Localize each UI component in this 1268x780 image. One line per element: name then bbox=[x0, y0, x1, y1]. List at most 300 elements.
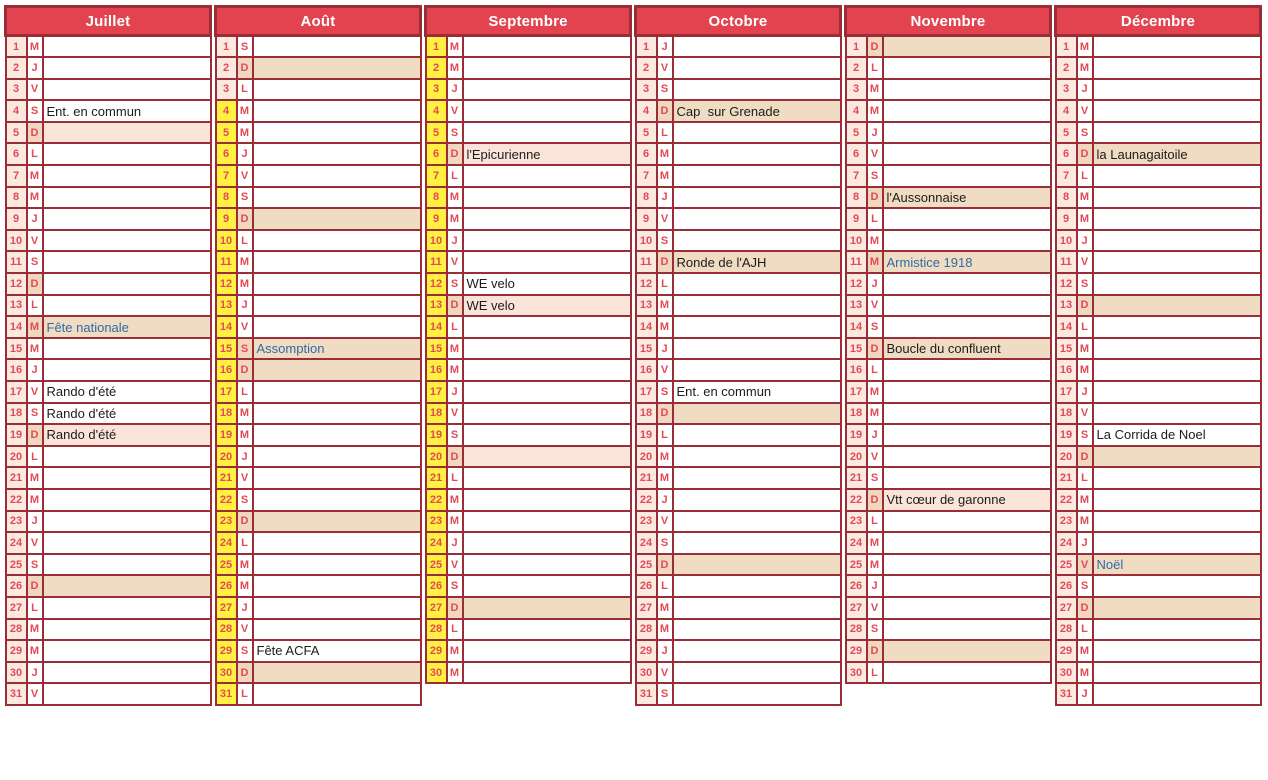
day-row bbox=[636, 359, 841, 381]
day-event-cell bbox=[463, 467, 631, 489]
day-number-cell: 7 bbox=[1056, 165, 1077, 187]
day-letter-cell: D bbox=[27, 424, 43, 446]
day-letter-cell: S bbox=[27, 251, 43, 273]
day-row bbox=[426, 359, 631, 381]
day-row bbox=[1056, 122, 1261, 144]
day-row bbox=[216, 532, 421, 554]
day-event-cell bbox=[673, 619, 841, 641]
day-letter-cell: M bbox=[27, 489, 43, 511]
day-letter-cell: M bbox=[1077, 640, 1093, 662]
day-row bbox=[216, 403, 421, 425]
day-event-cell bbox=[43, 273, 211, 295]
day-letter-cell: M bbox=[27, 36, 43, 58]
month-table-decembre bbox=[1054, 5, 1262, 706]
day-row bbox=[216, 662, 421, 684]
day-letter-cell: M bbox=[447, 640, 463, 662]
day-row bbox=[636, 597, 841, 619]
day-row bbox=[636, 424, 841, 446]
day-event-cell bbox=[1093, 165, 1261, 187]
day-letter-cell: V bbox=[657, 208, 673, 230]
day-row bbox=[846, 446, 1051, 468]
day-event-cell bbox=[253, 424, 421, 446]
day-letter-cell: V bbox=[27, 381, 43, 403]
day-row bbox=[216, 165, 421, 187]
day-number-cell: 8 bbox=[426, 187, 447, 209]
day-row bbox=[216, 100, 421, 122]
day-row bbox=[6, 295, 211, 317]
day-number-cell: 9 bbox=[636, 208, 657, 230]
day-event-cell bbox=[43, 79, 211, 101]
day-number-cell: 16 bbox=[426, 359, 447, 381]
day-letter-cell: L bbox=[1077, 316, 1093, 338]
day-row bbox=[636, 316, 841, 338]
event-label: WE velo bbox=[466, 297, 515, 313]
day-letter-cell: M bbox=[237, 424, 253, 446]
day-number-cell: 11 bbox=[636, 251, 657, 273]
day-number-cell: 7 bbox=[636, 165, 657, 187]
day-event-cell bbox=[253, 36, 421, 58]
day-number-cell: 5 bbox=[6, 122, 27, 144]
day-letter-cell: S bbox=[237, 640, 253, 662]
day-number-cell: 24 bbox=[1056, 532, 1077, 554]
day-number-cell: 14 bbox=[846, 316, 867, 338]
day-number-cell: 13 bbox=[216, 295, 237, 317]
day-row bbox=[6, 251, 211, 273]
day-row bbox=[846, 532, 1051, 554]
day-row bbox=[636, 467, 841, 489]
day-event-cell bbox=[673, 295, 841, 317]
day-event-cell bbox=[673, 316, 841, 338]
event-label: Assomption bbox=[256, 341, 325, 357]
day-event-cell bbox=[883, 467, 1051, 489]
day-number-cell: 1 bbox=[846, 36, 867, 58]
day-event-cell bbox=[1093, 100, 1261, 122]
day-letter-cell: D bbox=[867, 187, 883, 209]
event-label: Ent. en commun bbox=[676, 384, 772, 400]
day-number-cell: 22 bbox=[1056, 489, 1077, 511]
day-event-cell bbox=[43, 359, 211, 381]
day-letter-cell: S bbox=[27, 403, 43, 425]
day-letter-cell: L bbox=[237, 683, 253, 705]
day-letter-cell: L bbox=[447, 316, 463, 338]
day-event-cell bbox=[253, 316, 421, 338]
day-event-cell bbox=[1093, 619, 1261, 641]
day-letter-cell: S bbox=[27, 100, 43, 122]
day-event-cell bbox=[883, 295, 1051, 317]
day-row bbox=[216, 316, 421, 338]
day-number-cell: 26 bbox=[216, 575, 237, 597]
day-row bbox=[426, 295, 631, 317]
day-letter-cell: M bbox=[657, 295, 673, 317]
day-number-cell: 15 bbox=[216, 338, 237, 360]
day-number-cell: 9 bbox=[846, 208, 867, 230]
day-number-cell: 3 bbox=[426, 79, 447, 101]
day-row bbox=[426, 446, 631, 468]
day-number-cell: 30 bbox=[216, 662, 237, 684]
day-letter-cell: D bbox=[867, 489, 883, 511]
day-event-cell bbox=[883, 230, 1051, 252]
day-event-cell bbox=[43, 143, 211, 165]
day-letter-cell: S bbox=[657, 230, 673, 252]
day-row bbox=[216, 554, 421, 576]
day-row bbox=[1056, 554, 1261, 576]
day-letter-cell: D bbox=[1077, 446, 1093, 468]
day-event-cell bbox=[463, 187, 631, 209]
day-number-cell: 30 bbox=[6, 662, 27, 684]
day-letter-cell: V bbox=[867, 446, 883, 468]
day-event-cell bbox=[43, 57, 211, 79]
day-letter-cell: M bbox=[27, 187, 43, 209]
day-event-cell bbox=[43, 316, 211, 338]
day-letter-cell: L bbox=[237, 532, 253, 554]
day-event-cell bbox=[253, 295, 421, 317]
day-event-cell bbox=[1093, 36, 1261, 58]
day-number-cell: 18 bbox=[636, 403, 657, 425]
day-letter-cell: J bbox=[1077, 79, 1093, 101]
day-number-cell: 14 bbox=[636, 316, 657, 338]
day-letter-cell: D bbox=[1077, 597, 1093, 619]
day-event-cell bbox=[1093, 338, 1261, 360]
day-event-cell bbox=[43, 467, 211, 489]
day-letter-cell: D bbox=[657, 100, 673, 122]
day-letter-cell: D bbox=[447, 295, 463, 317]
day-event-cell bbox=[1093, 424, 1261, 446]
day-row bbox=[1056, 511, 1261, 533]
day-number-cell: 4 bbox=[636, 100, 657, 122]
day-letter-cell: L bbox=[1077, 619, 1093, 641]
day-row bbox=[636, 381, 841, 403]
day-row bbox=[216, 57, 421, 79]
day-letter-cell: D bbox=[237, 359, 253, 381]
day-number-cell: 3 bbox=[636, 79, 657, 101]
day-number-cell: 15 bbox=[636, 338, 657, 360]
day-number-cell: 8 bbox=[846, 187, 867, 209]
day-letter-cell: M bbox=[27, 467, 43, 489]
day-row bbox=[636, 575, 841, 597]
day-event-cell bbox=[883, 554, 1051, 576]
day-row bbox=[426, 662, 631, 684]
event-label: Fête nationale bbox=[46, 319, 129, 335]
day-letter-cell: M bbox=[867, 251, 883, 273]
day-row bbox=[636, 683, 841, 705]
day-event-cell bbox=[883, 619, 1051, 641]
day-number-cell: 3 bbox=[1056, 79, 1077, 101]
day-number-cell: 29 bbox=[846, 640, 867, 662]
day-number-cell: 6 bbox=[426, 143, 447, 165]
day-event-cell bbox=[253, 640, 421, 662]
day-letter-cell: J bbox=[447, 381, 463, 403]
day-number-cell: 16 bbox=[1056, 359, 1077, 381]
day-letter-cell: M bbox=[867, 403, 883, 425]
day-number-cell: 27 bbox=[6, 597, 27, 619]
day-number-cell: 6 bbox=[1056, 143, 1077, 165]
day-event-cell bbox=[673, 338, 841, 360]
day-letter-cell: D bbox=[447, 597, 463, 619]
day-event-cell bbox=[43, 489, 211, 511]
day-number-cell: 21 bbox=[6, 467, 27, 489]
day-letter-cell: V bbox=[237, 165, 253, 187]
day-event-cell bbox=[463, 424, 631, 446]
day-event-cell bbox=[43, 230, 211, 252]
day-letter-cell: S bbox=[447, 424, 463, 446]
day-event-cell bbox=[43, 662, 211, 684]
day-event-cell bbox=[463, 208, 631, 230]
day-letter-cell: M bbox=[447, 511, 463, 533]
day-letter-cell: L bbox=[657, 424, 673, 446]
day-row bbox=[426, 187, 631, 209]
day-number-cell: 31 bbox=[216, 683, 237, 705]
day-number-cell: 31 bbox=[1056, 683, 1077, 705]
day-row bbox=[216, 446, 421, 468]
day-row bbox=[1056, 251, 1261, 273]
day-event-cell bbox=[463, 575, 631, 597]
day-number-cell: 10 bbox=[426, 230, 447, 252]
day-number-cell: 4 bbox=[426, 100, 447, 122]
day-letter-cell: D bbox=[867, 338, 883, 360]
day-letter-cell: D bbox=[657, 554, 673, 576]
day-row bbox=[426, 575, 631, 597]
day-letter-cell: J bbox=[657, 489, 673, 511]
day-row bbox=[426, 554, 631, 576]
day-letter-cell: M bbox=[1077, 489, 1093, 511]
day-event-cell bbox=[463, 359, 631, 381]
event-label: Cap sur Grenade bbox=[676, 103, 780, 119]
day-row bbox=[1056, 683, 1261, 705]
day-number-cell: 1 bbox=[636, 36, 657, 58]
day-letter-cell: M bbox=[657, 467, 673, 489]
day-number-cell: 20 bbox=[6, 446, 27, 468]
event-label: Rando d'été bbox=[46, 384, 117, 400]
day-event-cell bbox=[673, 683, 841, 705]
day-letter-cell: S bbox=[867, 467, 883, 489]
day-row bbox=[846, 165, 1051, 187]
day-event-cell bbox=[463, 511, 631, 533]
day-event-cell bbox=[463, 532, 631, 554]
day-event-cell bbox=[253, 597, 421, 619]
day-row bbox=[216, 251, 421, 273]
day-event-cell bbox=[463, 662, 631, 684]
day-row bbox=[846, 640, 1051, 662]
event-label: La Corrida de Noel bbox=[1096, 427, 1206, 443]
day-number-cell: 19 bbox=[846, 424, 867, 446]
day-letter-cell: M bbox=[237, 575, 253, 597]
day-event-cell bbox=[673, 208, 841, 230]
day-event-cell bbox=[253, 143, 421, 165]
day-event-cell bbox=[43, 597, 211, 619]
day-row bbox=[846, 79, 1051, 101]
day-number-cell: 11 bbox=[216, 251, 237, 273]
day-event-cell bbox=[463, 230, 631, 252]
day-number-cell: 27 bbox=[216, 597, 237, 619]
day-row bbox=[1056, 57, 1261, 79]
day-number-cell: 12 bbox=[636, 273, 657, 295]
day-event-cell bbox=[883, 57, 1051, 79]
day-letter-cell: M bbox=[867, 554, 883, 576]
day-event-cell bbox=[883, 316, 1051, 338]
day-row bbox=[216, 359, 421, 381]
day-event-cell bbox=[673, 79, 841, 101]
day-letter-cell: M bbox=[1077, 359, 1093, 381]
day-row bbox=[426, 619, 631, 641]
month-table-octobre bbox=[634, 5, 842, 706]
day-letter-cell: V bbox=[447, 554, 463, 576]
day-letter-cell: J bbox=[237, 597, 253, 619]
day-number-cell: 20 bbox=[636, 446, 657, 468]
day-event-cell bbox=[673, 100, 841, 122]
day-row bbox=[846, 251, 1051, 273]
day-number-cell: 16 bbox=[6, 359, 27, 381]
day-row bbox=[6, 575, 211, 597]
day-number-cell: 8 bbox=[6, 187, 27, 209]
month-header-juillet: Juillet bbox=[6, 7, 211, 36]
day-row bbox=[426, 122, 631, 144]
day-letter-cell: V bbox=[657, 359, 673, 381]
day-row bbox=[216, 597, 421, 619]
day-number-cell: 11 bbox=[846, 251, 867, 273]
day-letter-cell: M bbox=[1077, 36, 1093, 58]
day-row bbox=[636, 511, 841, 533]
day-event-cell bbox=[463, 619, 631, 641]
day-row bbox=[636, 208, 841, 230]
day-event-cell bbox=[253, 446, 421, 468]
month-header-aout: Août bbox=[216, 7, 421, 36]
day-row bbox=[6, 403, 211, 425]
day-letter-cell: D bbox=[657, 403, 673, 425]
day-row bbox=[1056, 295, 1261, 317]
day-row bbox=[6, 208, 211, 230]
day-event-cell bbox=[673, 446, 841, 468]
day-event-cell bbox=[463, 122, 631, 144]
day-row bbox=[1056, 424, 1261, 446]
day-number-cell: 10 bbox=[216, 230, 237, 252]
day-number-cell: 29 bbox=[1056, 640, 1077, 662]
day-letter-cell: M bbox=[27, 338, 43, 360]
day-event-cell bbox=[463, 316, 631, 338]
day-number-cell: 19 bbox=[6, 424, 27, 446]
day-row bbox=[636, 273, 841, 295]
day-letter-cell: J bbox=[867, 273, 883, 295]
day-letter-cell: V bbox=[447, 403, 463, 425]
day-event-cell bbox=[883, 489, 1051, 511]
day-letter-cell: J bbox=[237, 295, 253, 317]
month-header-octobre: Octobre bbox=[636, 7, 841, 36]
day-row bbox=[846, 36, 1051, 58]
day-number-cell: 20 bbox=[426, 446, 447, 468]
day-number-cell: 4 bbox=[1056, 100, 1077, 122]
day-row bbox=[426, 467, 631, 489]
day-event-cell bbox=[883, 424, 1051, 446]
day-event-cell bbox=[43, 446, 211, 468]
day-letter-cell: S bbox=[1077, 424, 1093, 446]
day-number-cell: 24 bbox=[6, 532, 27, 554]
day-row bbox=[846, 381, 1051, 403]
day-event-cell bbox=[883, 165, 1051, 187]
day-row bbox=[846, 208, 1051, 230]
day-row bbox=[216, 295, 421, 317]
day-row bbox=[1056, 187, 1261, 209]
day-row bbox=[216, 575, 421, 597]
day-event-cell bbox=[43, 575, 211, 597]
day-row bbox=[426, 57, 631, 79]
day-row bbox=[216, 640, 421, 662]
day-row bbox=[426, 165, 631, 187]
day-row bbox=[426, 640, 631, 662]
day-number-cell: 12 bbox=[1056, 273, 1077, 295]
day-number-cell: 13 bbox=[636, 295, 657, 317]
day-letter-cell: S bbox=[447, 122, 463, 144]
day-row bbox=[6, 359, 211, 381]
day-number-cell: 3 bbox=[846, 79, 867, 101]
day-event-cell bbox=[463, 295, 631, 317]
day-number-cell: 29 bbox=[426, 640, 447, 662]
day-number-cell: 21 bbox=[216, 467, 237, 489]
day-event-cell bbox=[43, 640, 211, 662]
day-number-cell: 15 bbox=[846, 338, 867, 360]
day-letter-cell: V bbox=[27, 230, 43, 252]
event-label: l'Aussonnaise bbox=[886, 189, 967, 205]
day-letter-cell: V bbox=[657, 511, 673, 533]
day-event-cell bbox=[253, 208, 421, 230]
day-row bbox=[1056, 446, 1261, 468]
day-number-cell: 21 bbox=[1056, 467, 1077, 489]
day-event-cell bbox=[673, 251, 841, 273]
day-row bbox=[6, 554, 211, 576]
day-row bbox=[216, 381, 421, 403]
day-number-cell: 9 bbox=[426, 208, 447, 230]
day-event-cell bbox=[883, 100, 1051, 122]
day-row bbox=[636, 554, 841, 576]
day-letter-cell: M bbox=[1077, 57, 1093, 79]
day-number-cell: 9 bbox=[1056, 208, 1077, 230]
day-number-cell: 21 bbox=[846, 467, 867, 489]
day-number-cell: 14 bbox=[426, 316, 447, 338]
day-number-cell: 27 bbox=[636, 597, 657, 619]
day-row bbox=[1056, 359, 1261, 381]
day-event-cell bbox=[463, 597, 631, 619]
day-letter-cell: J bbox=[237, 143, 253, 165]
day-event-cell bbox=[463, 273, 631, 295]
day-letter-cell: S bbox=[27, 554, 43, 576]
day-letter-cell: D bbox=[237, 208, 253, 230]
day-row bbox=[426, 273, 631, 295]
day-row bbox=[216, 187, 421, 209]
day-number-cell: 31 bbox=[6, 683, 27, 705]
day-letter-cell: L bbox=[1077, 165, 1093, 187]
event-label: Armistice 1918 bbox=[886, 254, 973, 270]
day-letter-cell: L bbox=[867, 359, 883, 381]
day-row bbox=[216, 208, 421, 230]
day-number-cell: 5 bbox=[426, 122, 447, 144]
day-event-cell bbox=[1093, 79, 1261, 101]
day-number-cell: 19 bbox=[216, 424, 237, 446]
day-event-cell bbox=[253, 359, 421, 381]
day-letter-cell: J bbox=[1077, 532, 1093, 554]
day-number-cell: 9 bbox=[6, 208, 27, 230]
day-number-cell: 12 bbox=[426, 273, 447, 295]
day-event-cell bbox=[1093, 187, 1261, 209]
day-letter-cell: V bbox=[447, 100, 463, 122]
event-label: Vtt cœur de garonne bbox=[886, 492, 1006, 508]
day-event-cell bbox=[253, 122, 421, 144]
day-event-cell bbox=[673, 489, 841, 511]
day-letter-cell: J bbox=[867, 424, 883, 446]
day-event-cell bbox=[43, 554, 211, 576]
day-number-cell: 18 bbox=[846, 403, 867, 425]
day-row bbox=[846, 122, 1051, 144]
day-event-cell bbox=[1093, 640, 1261, 662]
day-row bbox=[1056, 662, 1261, 684]
day-row bbox=[846, 359, 1051, 381]
